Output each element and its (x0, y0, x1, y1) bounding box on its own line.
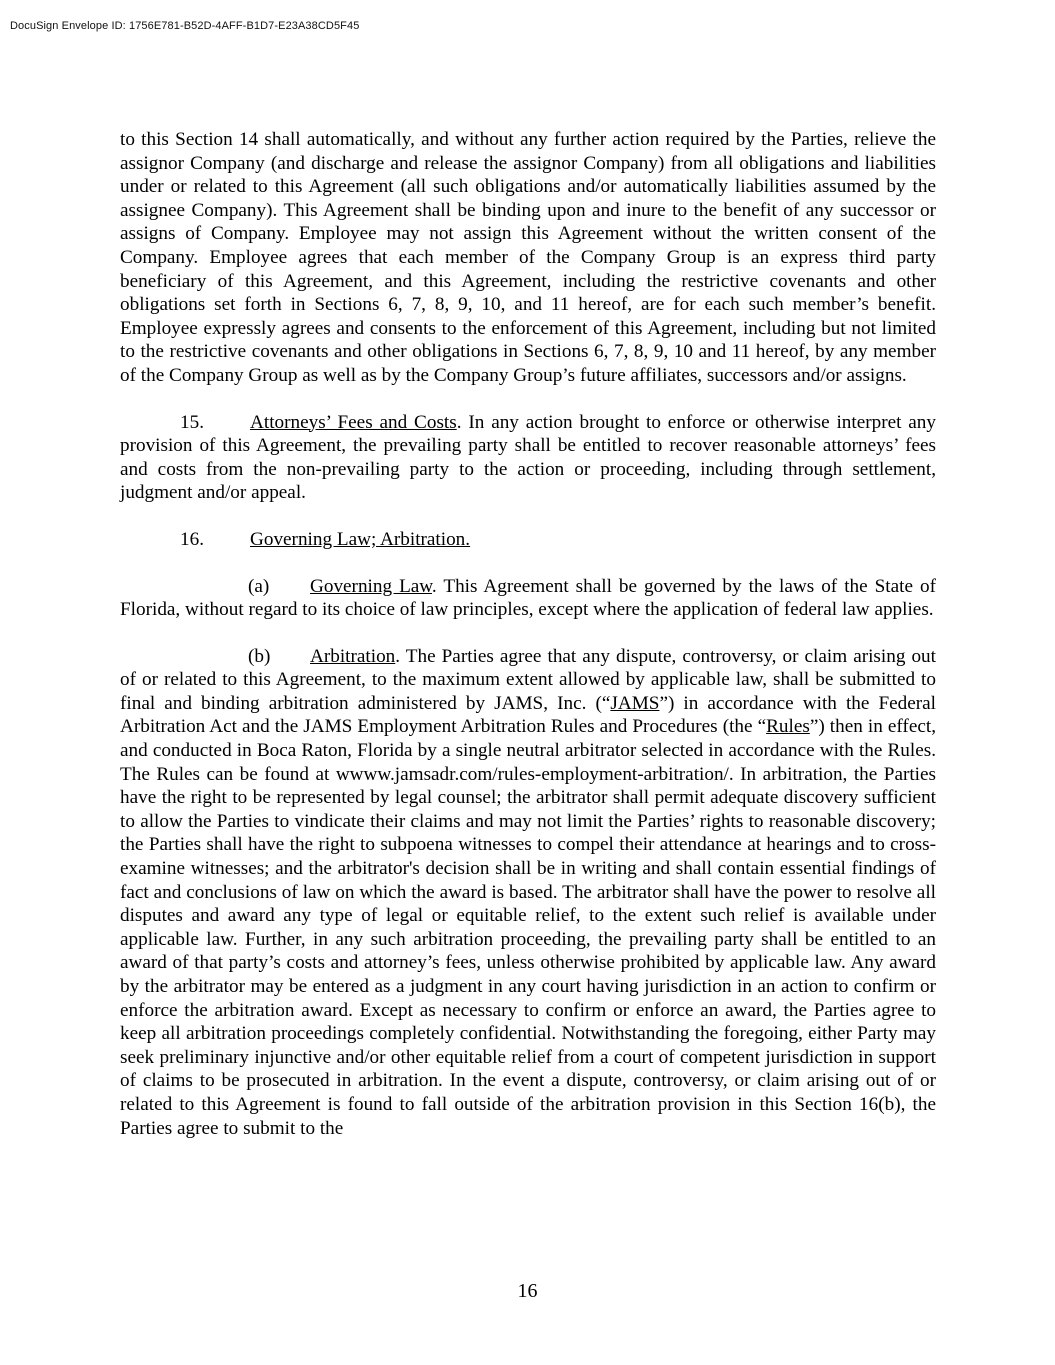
section-16b-label: (b) (248, 645, 271, 667)
section-16-heading-line (120, 528, 936, 552)
jams-defined-term: JAMS (610, 692, 660, 714)
section-16b-body-3: ”) then in effect, and conducted in Boca Raton, Florida by a single neutral arbitrator selected in accordance with the Rules. The Rules can be found at wwww.jamsadr.com/rules-employment-arbitration/. In arbitration, the Parties have the right to be represented by legal counsel; the arbitrator shall permit adequate discovery sufficient to allow the Parties to vindicate their claims and may not limit the Parties’ rights to reasonable discovery; the Parties shall have the right to subpoena witnesses to compel their attendance at hearings and to cross-examine witnesses; and the arbitrator's decision shall be in writing and shall contain essential findings of fact and conclusions of law on which the award is based. The arbitrator shall have the power to resolve all disputes and award any type of legal or equitable relief, to the extent such relief is available under applicable law. Further, in any such arbitration proceeding, the prevailing party shall be entitled to an award of that party’s costs and attorney’s fees, unless otherwise prohibited by applicable law. Any award by the arbitrator may be entered as a judgment in any court having jurisdiction in an action to confirm or enforce the arbitration award. Except as necessary to confirm or enforce an award, the Parties agree to keep all arbitration proceedings completely confidential. Notwithstanding the foregoing, either Party may seek preliminary injunctive and/or other equitable relief from a court of competent jurisdiction in support of claims to be prosecuted in arbitration. In the event a dispute, controversy, or claim arising out of or related to this Agreement is found to fall outside of the arbitration provision in this Section 16(b), the Parties agree to submit to the (120, 716, 936, 1139)
section-16a (120, 575, 936, 622)
docusign-envelope-id: DocuSign Envelope ID: 1756E781-B52D-4AFF-B1D7-E23A38CD5F45 (10, 20, 360, 32)
section-16a-heading: Governing Law (310, 575, 432, 597)
section-15-body: . In any action brought to enforce or otherwise interpret any provision of this Agreement, the prevailing party shall be entitled to recover reasonable attorneys’ fees and costs from the non-prevailing party to the action or proceeding, including through settlement, judgment and/or appeal. (120, 411, 936, 504)
section-16-heading: Governing Law; Arbitration. (250, 528, 471, 550)
section-16b-body-2: ”) in accordance with the Federal Arbitration Act and the JAMS Employment Arbitration Rules and Procedures (the “ (120, 692, 937, 738)
section-16-number: 16. (180, 528, 204, 550)
section-16a-body: . This Agreement shall be governed by the laws of the State of Florida, without regard to its choice of law principles, except where the application of federal law applies. (120, 575, 936, 621)
section-15-number: 15. (180, 411, 204, 433)
document-body (120, 128, 936, 1140)
section-15 (120, 411, 936, 505)
section-16b (120, 645, 936, 1140)
section-15-heading: Attorneys’ Fees and Costs (250, 411, 457, 433)
section-16b-heading: Arbitration (310, 645, 396, 667)
section-16b-body-1: . The Parties agree that any dispute, controversy, or claim arising out of or related to this Agreement, to the maximum extent allowed by applicable law, shall be submitted to final and binding arbitration administered by JAMS, Inc. (“ (120, 645, 936, 714)
page-number: 16 (517, 1280, 538, 1302)
section-14-continuation: to this Section 14 shall automatically, and without any further action required by the Parties, relieve the assignor Company (and discharge and release the assignor Company) from all obligations and liabilities under or related to this Agreement (all such obligations and/or automatically liabilities assumed by the assignee Company). This Agreement shall be binding upon and inure to the benefit of any successor or assigns of Company. Employee may not assign this Agreement without the written consent of the Company. Employee agrees that each member of the Company Group is an express third party beneficiary of this Agreement, and this Agreement, including the restrictive covenants and other obligations set forth in Sections 6, 7, 8, 9, 10, and 11 hereof, are for each such member’s benefit. Employee expressly agrees and consents to the enforcement of this Agreement, including but not limited to the restrictive covenants and other obligations in Sections 6, 7, 8, 9, 10 and 11 hereof, by any member of the Company Group as well as by the Company Group’s future affiliates, successors and/or assigns. (120, 129, 936, 386)
rules-defined-term: Rules (766, 716, 810, 738)
section-16a-label: (a) (248, 575, 270, 597)
